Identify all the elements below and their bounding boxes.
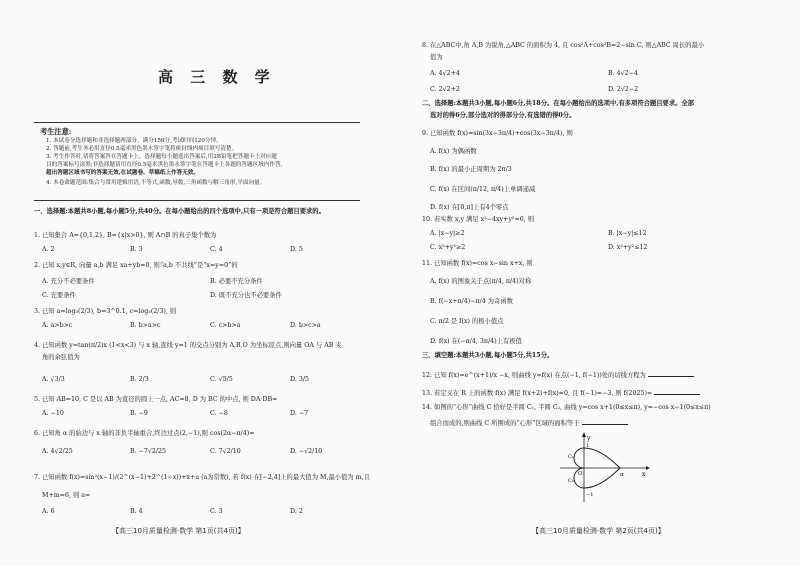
- option: C. c>b>a: [210, 322, 241, 329]
- notice-line: 目的答案标号涂黑;非选择题请用直径0.5毫米黑色墨水签字笔在答题卡上各题的答题区域内作答,: [46, 162, 283, 168]
- option: C. 4: [210, 246, 223, 253]
- question-14-text: 组合而成的,则曲线 C 所围成的“心形”区域的面积等于: [430, 420, 580, 427]
- page-2: [400, 0, 800, 566]
- fig-label-c1: C₁: [568, 454, 574, 460]
- divider: [34, 200, 360, 201]
- question-1: 1. 已知集合 A={0,1,2}, B={x|x>0}, 则 A∩B 的真子集个数为: [34, 232, 217, 239]
- option: D. f(x) 在(−π/4, 3π/4)上有极值: [430, 338, 522, 345]
- answer-blank: [648, 370, 694, 377]
- fig-label-x: x: [642, 471, 646, 478]
- option: C. f(x) 在区间(π/12, π/4)上单调递减: [430, 186, 536, 193]
- option: A. 2: [42, 246, 55, 253]
- fig-label-origin: O: [578, 471, 583, 477]
- option: A. a>b>c: [42, 322, 73, 329]
- option: B. |x−y|≤12: [608, 230, 647, 237]
- heart-curve-figure: [560, 432, 650, 504]
- option: C. 2√2+2: [430, 86, 460, 93]
- option: A. √3/3: [42, 376, 65, 383]
- upper-cos-curve: [584, 448, 620, 468]
- question-4: 4. 已知函数 y=tan(π/2)x (1<x<3) 与 x 轴,直线 y=1 的交点分别为 A,B,O 为坐标原点,则向量 OA 与 AB 夹: [34, 342, 342, 349]
- option: A. 充分不必要条件: [42, 278, 95, 285]
- option: D. −7: [290, 410, 309, 417]
- option: B. 4√2−4: [608, 70, 638, 77]
- option: D. −√2/10: [290, 448, 323, 455]
- option: C. −8: [210, 410, 228, 417]
- question-10: 10. 若实数 x,y 满足 x²−4xy+y²=6, 则: [422, 216, 535, 223]
- option: B. f(x) 的最小正周期为 2π/3: [430, 166, 512, 173]
- option: C. x²+y²≥2: [430, 244, 466, 251]
- semicircle-c1: [574, 448, 584, 468]
- option: A. f(x) 的图象关于点(π/4, π/4)对称: [430, 278, 532, 285]
- option: C. 7√2/10: [210, 448, 241, 455]
- fig-label-c2: C₂: [568, 478, 574, 484]
- page-footer: 【高三10月质量检测·数学 第2页(共4页)】: [532, 527, 665, 535]
- option: B. 必要不充分条件: [210, 278, 263, 285]
- question-5: 5. 已知 AB=10, C 是以 AB 为直径的圆上一点, AC=8, D 为 BC 的中点, 则 DA·DB=: [34, 396, 278, 403]
- option: A. −10: [42, 410, 64, 417]
- question-12-text: 12. 已知 f(x)=e^(x+1)/x −x, 则曲线 y=f(x) 在点(−1, f(−1))处的切线方程为: [422, 372, 646, 379]
- option: B. 4: [130, 508, 143, 515]
- option: D. x²+y²≤12: [608, 244, 648, 251]
- option: C. √5/5: [210, 376, 233, 383]
- y-axis-arrow: [582, 432, 586, 437]
- question-7: 7. 已知函数 f(x)=sin²(x−1)/(2^(x−1)+2^(1−x))+x+a (a为常数), 若 f(x) 在[−2,4]上的最大值为 M,最小值为 m,且: [34, 474, 370, 481]
- section-heading: 一、选择题:本题共8小题,每小题5分,共40分。在每小题给出的四个选项中,只有一项是符合题目要求的。: [34, 208, 325, 215]
- section-heading-cont: 选对的得6分,部分选对的得部分分,有选错的得0分。: [430, 112, 576, 119]
- option: D. 5: [290, 246, 303, 253]
- notice-line: 4. 本卷命题范围:集合与常用逻辑用语,不等式,函数,导数,三角函数与解三角形,平面向量。: [46, 180, 266, 186]
- option: A. 4√2/25: [42, 448, 73, 455]
- question-7-cont: M+m=6, 则 a=: [42, 492, 91, 499]
- notice-line: 3. 考生作答时,请将答案答在答题卡上。选择题每小题选出答案后,用2B铅笔把答题卡上对应题: [46, 154, 277, 160]
- option: D. 2: [290, 508, 303, 515]
- page-title: 高 三 数 学: [158, 68, 276, 86]
- fig-label-pi: π: [620, 472, 624, 478]
- answer-blank: [582, 418, 628, 425]
- option: D. 既不充分也不必要条件: [210, 292, 282, 299]
- x-axis-arrow: [646, 466, 650, 470]
- question-12: [422, 370, 694, 380]
- notice-heading: 考生注意:: [40, 127, 72, 136]
- question-14-cont: [430, 418, 628, 428]
- option: B. f(−x+π/4)−π/4 为奇函数: [430, 298, 513, 305]
- answer-blank: [654, 388, 700, 395]
- option: D. f(x) 在[0,π]上有4个零点: [430, 204, 509, 211]
- question-9: 9. 已知函数 f(x)=sin(3x−3π/4)+cos(3x−3π/4), 则: [422, 130, 573, 137]
- question-13-text: 13. 若定义在 R 上的函数 f(x) 满足 f(x+2)+f(x)=0, 且 f(−1)=−3, 则 f(2025)=: [422, 390, 653, 397]
- question-8: 8. 在△ABC中,角 A,B 为锐角,△ABC 的面积为 4, 且 cos²A+cos²B=2−sin C, 则△ABC 周长的最小: [422, 42, 705, 49]
- option: B. 3: [130, 246, 143, 253]
- option: A. 4√2+4: [430, 70, 460, 77]
- question-14: 14. 如图的“心形”曲线 C 恰好是半圆 C₁, 半圆 C₂, 曲线 y=cos x+1(0≤x≤π), y=−cos x−1(0≤x≤π): [422, 404, 711, 411]
- question-8-cont: 值为: [430, 54, 443, 61]
- option: C. π/2 是 f(x) 的极小值点: [430, 318, 504, 325]
- option: B. −7√2/25: [130, 448, 167, 455]
- question-11: 11. 已知函数 f(x)=cos x−sin x+x, 则: [422, 260, 533, 267]
- notice-line: 超出答题区域书写的答案无效,在试题卷、草稿纸上作答无效。: [46, 170, 199, 176]
- section-heading: 三、填空题:本题共3小题,每小题5分,共15分。: [422, 352, 554, 359]
- question-4-cont: 角的余弦值为: [42, 354, 80, 361]
- option: A. |x−y|≥2: [430, 230, 465, 237]
- option: C. 3: [210, 508, 223, 515]
- option: B. 2/3: [130, 376, 149, 383]
- fig-label-minus1: −1: [586, 492, 594, 498]
- notice-line: 1. 本试卷分选择题和非选择题两部分。满分150分,考试时间120分钟。: [46, 138, 222, 144]
- option: A. f(x) 为偶函数: [430, 148, 477, 155]
- question-6: 6. 已知角 α 的始边与 x 轴的非负半轴重合,终边过点(2,−1),则 cos(2α−π/4)=: [34, 430, 255, 437]
- option: A. 6: [42, 508, 55, 515]
- question-3: 3. 已知 a=log₃(2/3), b=3^0.1, c=log₃(2/3), 则: [34, 308, 177, 315]
- page-footer: 【高三10月质量检测·数学 第1页(共4页)】: [112, 527, 245, 535]
- option: D. b>c>a: [290, 322, 321, 329]
- lower-cos-curve: [584, 468, 620, 488]
- question-2: 2. 已知 x,y∈R, 向量 a,b 满足 xa+yb=0, 则“a,b 不共线”是“x=y=0”的: [34, 262, 238, 269]
- option: C. 充要条件: [42, 292, 76, 299]
- option: B. −9: [130, 410, 148, 417]
- section-heading: 二、选择题:本题共3小题,每小题6分,共18分。在每小题给出的选项中,有多项符合题目要求。全部: [422, 100, 695, 107]
- option: B. b>a>c: [130, 322, 161, 329]
- divider: [34, 122, 360, 123]
- fig-label-1: 1: [586, 443, 590, 449]
- option: D. 3/5: [290, 376, 309, 383]
- notice-line: 2. 答题前,考生务必用直径0.5毫米黑色墨水签字笔将密封线内项目填写清楚。: [46, 146, 238, 152]
- fig-label-y: y: [587, 435, 591, 442]
- question-13: [422, 388, 700, 398]
- option: D. 2√2−2: [608, 86, 639, 93]
